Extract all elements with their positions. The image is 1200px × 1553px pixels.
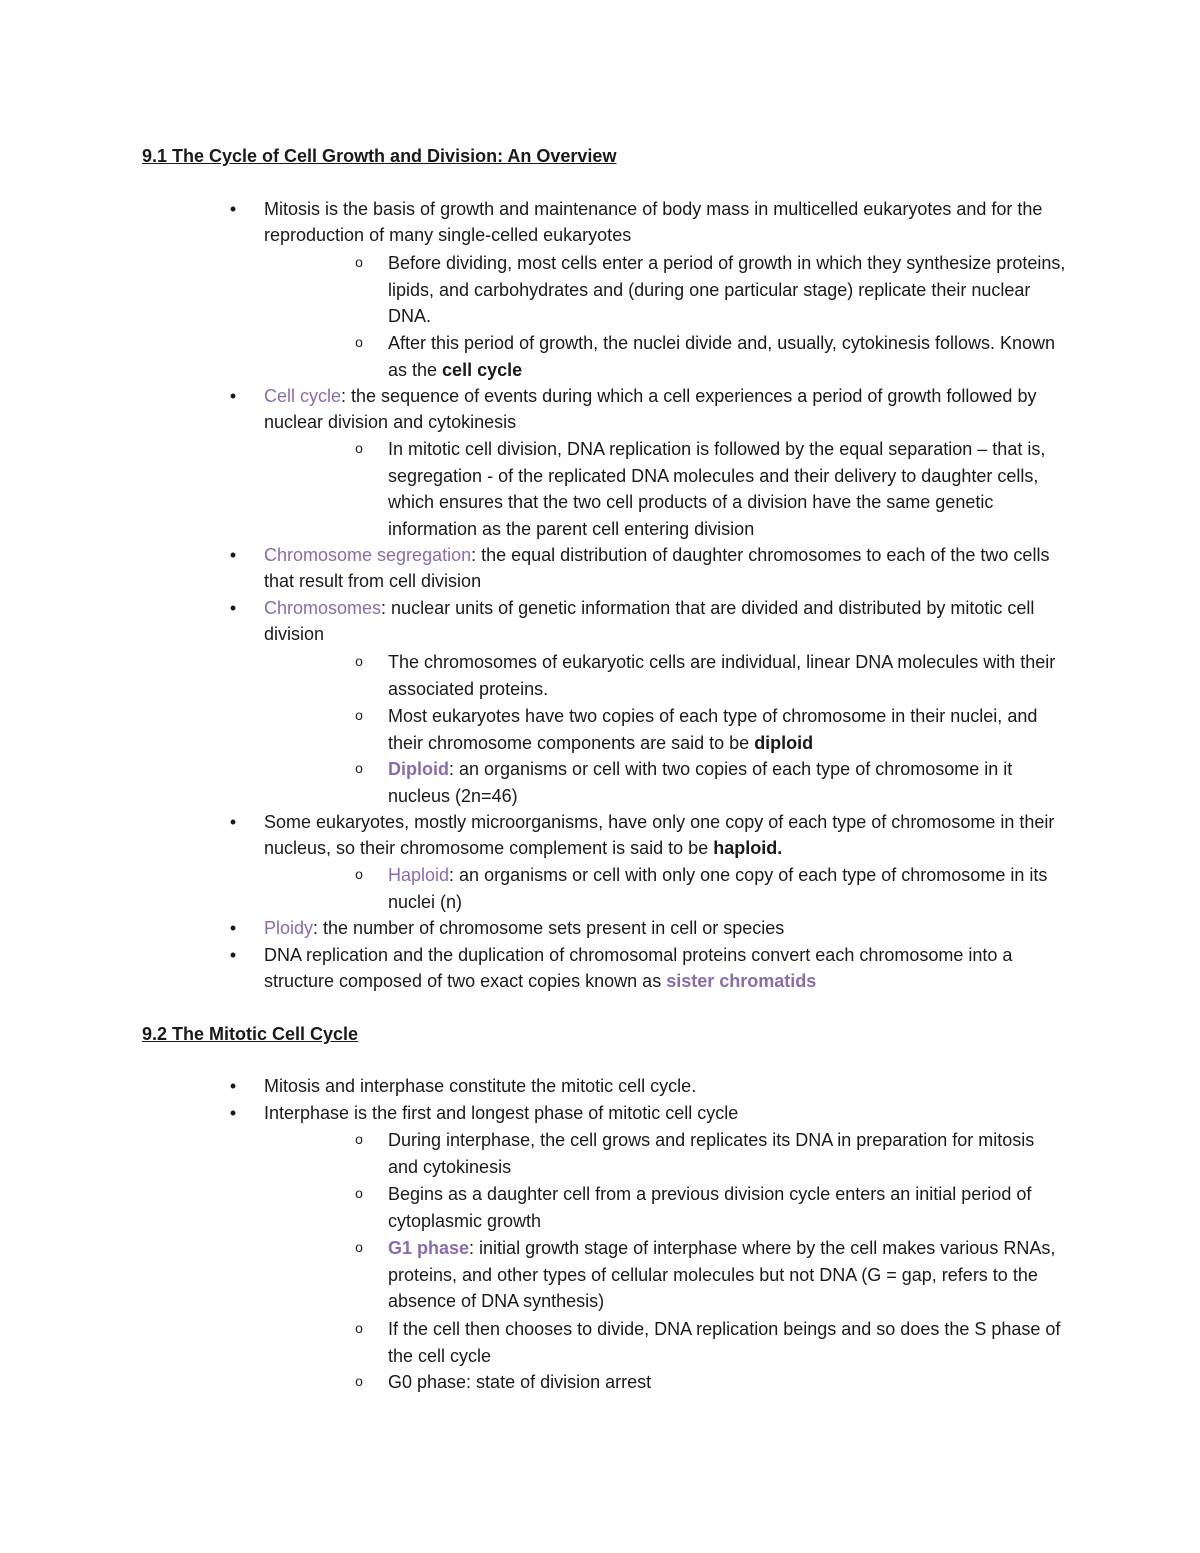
circle-bullet-icon: o [355,254,363,270]
item-text: In mitotic cell division, DNA replication is followed by the equal separation – that is, segregation - of the replicated DNA molecules and their delivery to daughter cells, which ensures that the two cell products of a division have the same genetic information as the parent cell entering division [388,439,1046,539]
bold-term: diploid [754,732,814,753]
list-item [229,383,1064,435]
defined-term: Chromosome segregation [264,545,472,565]
circle-bullet-icon: o [355,1239,363,1255]
bold-term: haploid. [713,838,783,858]
item-text: G0 phase: state of division arrest [388,1372,652,1392]
bullet-icon: • [229,545,237,565]
sub-list-item [355,1235,1068,1315]
item-text: Mitosis and interphase constitute the mitotic cell cycle. [264,1076,697,1096]
circle-bullet-icon: o [355,707,363,723]
list-item [229,1100,1064,1126]
circle-bullet-icon: o [355,334,363,350]
sub-list-item [355,436,1068,542]
circle-bullet-icon: o [355,760,363,776]
list-item [229,196,1064,248]
item-text: Interphase is the first and longest phase of mitotic cell cycle [264,1103,739,1123]
list-item [229,1073,1064,1099]
defined-term: Chromosomes [264,598,382,618]
bullet-icon: • [229,1076,237,1096]
sub-list-item [355,250,1068,330]
bullet-icon: • [229,918,237,938]
sub-list-item [355,1181,1068,1234]
item-text: Begins as a daughter cell from a previous division cycle enters an initial period of cytoplasmic growth [388,1184,1032,1231]
bullet-icon: • [229,199,237,219]
circle-bullet-icon: o [355,1320,363,1336]
bullet-icon: • [229,812,237,832]
defined-term: Haploid [388,865,450,885]
sub-list-item [355,862,1068,915]
item-text: Before dividing, most cells enter a period of growth in which they synthesize proteins, lipids, and carbohydrates and (during one particular stage) replicate their nuclear DNA. [388,253,1066,326]
sub-list-item [355,703,1068,756]
sub-list-item [355,1127,1068,1180]
section-heading-9-2: 9.2 The Mitotic Cell Cycle [142,1024,359,1044]
list-item [229,809,1064,861]
sub-list-item [355,649,1068,702]
bullet-icon: • [229,1103,237,1123]
item-text: : the number of chromosome sets present in cell or species [313,918,785,938]
item-text: : nuclear units of genetic information that are divided and distributed by mitotic cell division [264,598,1035,644]
item-text: If the cell then chooses to divide, DNA replication beings and so does the S phase of the cell cycle [388,1319,1061,1366]
list-item [229,915,1064,941]
circle-bullet-icon: o [355,440,363,456]
list-item [229,942,1064,994]
item-text: During interphase, the cell grows and replicates its DNA in preparation for mitosis and cytokinesis [388,1130,1035,1177]
item-text: : an organisms or cell with only one copy of each type of chromosome in its nuclei (n) [388,865,1048,912]
defined-term: Ploidy [264,918,314,938]
sub-list-item [355,756,1068,809]
item-text: After this period of growth, the nuclei divide and, usually, cytokinesis follows. Known as the [388,333,1056,380]
sub-list-item [355,1316,1068,1369]
item-text: The chromosomes of eukaryotic cells are individual, linear DNA molecules with their associated proteins. [388,652,1056,699]
item-text: : an organisms or cell with two copies of each type of chromosome in it nucleus (2n=46) [388,759,1013,806]
defined-term: Cell cycle [264,386,342,406]
defined-term: G1 phase [388,1238,470,1258]
bullet-icon: • [229,598,237,618]
circle-bullet-icon: o [355,1373,363,1389]
sub-list-item [355,1369,1068,1396]
defined-term: sister chromatids [666,971,817,991]
bold-term: cell cycle [442,359,523,380]
item-text: : initial growth stage of interphase where by the cell makes various RNAs, proteins, and other types of cellular molecules but not DNA (G = gap, refers to the absence of DNA synthesis) [388,1238,1056,1311]
defined-term: Diploid [388,759,449,779]
circle-bullet-icon: o [355,1185,363,1201]
item-text: Some eukaryotes, mostly microorganisms, have only one copy of each type of chromosome in their nucleus, so their chromosome complement is said to be [264,812,1055,858]
circle-bullet-icon: o [355,1131,363,1147]
list-item [229,595,1064,647]
item-text: Most eukaryotes have two copies of each type of chromosome in their nuclei, and their chromosome components are said to be [388,706,1038,753]
sub-list-item [355,330,1068,383]
circle-bullet-icon: o [355,866,363,882]
item-text: DNA replication and the duplication of chromosomal proteins convert each chromosome into a structure composed of two exact copies known as [264,945,1013,991]
list-item [229,542,1064,594]
section-heading-9-1: 9.1 The Cycle of Cell Growth and Division: An Overview [142,146,617,166]
bullet-icon: • [229,945,237,965]
item-text: Mitosis is the basis of growth and maintenance of body mass in multicelled eukaryotes and for the reproduction of many single-celled eukaryotes [264,199,1043,245]
circle-bullet-icon: o [355,653,363,669]
item-text: : the equal distribution of daughter chromosomes to each of the two cells that result from cell division [264,545,1050,591]
bullet-icon: • [229,386,237,406]
item-text: : the sequence of events during which a cell experiences a period of growth followed by nuclear division and cytokinesis [264,386,1037,432]
